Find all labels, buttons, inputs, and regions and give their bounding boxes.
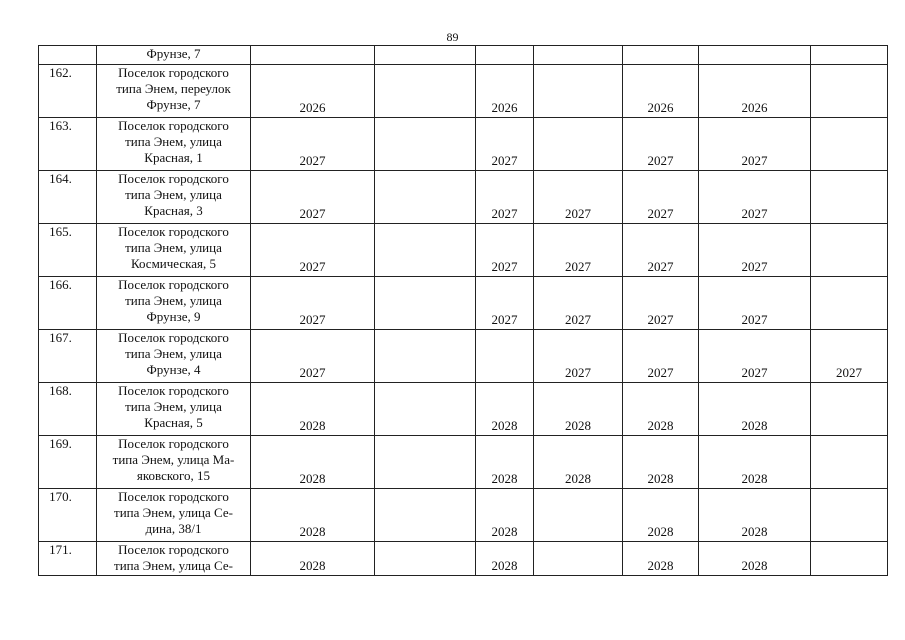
row-number: 164. [49,171,72,186]
year-cell-c7 [811,277,888,330]
row-number-cell [39,542,97,576]
address-line: Фрунзе, 4 [146,362,201,377]
year-value: 2028 [491,558,518,573]
year-cell-c3 [476,330,534,383]
year-value: 2028 [647,471,674,486]
address-cell [97,542,251,576]
year-cell-c7 [811,65,888,118]
row-number: 170. [49,489,72,504]
address-cell [97,330,251,383]
year-value: 2027 [565,206,591,221]
row-number: 166. [49,277,72,292]
table-row [39,542,888,576]
year-cell-c6 [699,542,811,576]
year-cell-c1 [251,277,375,330]
year-cell-c7 [811,330,888,383]
address-line: типа Энем, улица [125,240,222,255]
year-value: 2027 [741,312,768,327]
year-cell-c5 [623,65,699,118]
continuation-cell [534,46,623,65]
year-value: 2027 [491,312,518,327]
year-cell-c4 [534,277,623,330]
year-value: 2027 [741,365,768,380]
year-cell-c1 [251,383,375,436]
continuation-row [39,46,888,65]
table-row [39,383,888,436]
continuation-cell [699,46,811,65]
year-cell-c5 [623,542,699,576]
year-value: 2026 [647,100,674,115]
year-cell-c7 [811,436,888,489]
continuation-cell [623,46,699,65]
year-cell-c2 [375,383,476,436]
year-cell-c3 [476,542,534,576]
row-number: 167. [49,330,72,345]
year-cell-c4 [534,330,623,383]
year-value: 2027 [565,312,591,327]
address-line: Поселок городского [118,277,229,292]
year-value: 2027 [491,153,518,168]
year-cell-c4 [534,171,623,224]
year-value: 2027 [741,206,768,221]
year-value: 2027 [836,365,862,380]
address-line: Космическая, 5 [130,256,217,271]
address-line: Поселок городского [118,383,229,398]
address-line: Поселок городского [118,171,229,186]
year-value: 2026 [741,100,768,115]
address-line: типа Энем, улица Ма- [112,452,235,467]
address-cell [97,436,251,489]
year-cell-c4 [534,542,623,576]
table-body [39,46,888,576]
year-cell-c1 [251,171,375,224]
continuation-cell [251,46,375,65]
continuation-address: Фрунзе, 7 [146,46,201,61]
year-cell-c5 [623,277,699,330]
address-line: Поселок городского [118,65,229,80]
row-number-cell [39,277,97,330]
year-value: 2028 [565,471,591,486]
row-number-cell [39,436,97,489]
table-row [39,224,888,277]
row-number-cell [39,65,97,118]
page-number: 89 [446,30,459,44]
year-cell-c1 [251,65,375,118]
address-line: Поселок городского [118,330,229,345]
year-cell-c3 [476,224,534,277]
year-cell-c5 [623,489,699,542]
row-number-cell [39,383,97,436]
year-cell-c5 [623,330,699,383]
year-value: 2027 [647,312,674,327]
year-value: 2027 [647,153,674,168]
address-line: Фрунзе, 9 [146,309,201,324]
address-line: дина, 38/1 [145,521,202,536]
year-value: 2027 [647,365,674,380]
year-value: 2027 [491,259,518,274]
year-cell-c4 [534,383,623,436]
year-cell-c3 [476,383,534,436]
continuation-cell [476,46,534,65]
year-cell-c1 [251,489,375,542]
year-cell-c2 [375,171,476,224]
address-line: Поселок городского [118,436,229,451]
row-number-cell [39,330,97,383]
year-cell-c2 [375,330,476,383]
year-cell-c4 [534,436,623,489]
table-row [39,277,888,330]
year-cell-c6 [699,436,811,489]
address-cell [97,383,251,436]
row-number: 165. [49,224,72,239]
year-value: 2027 [299,312,326,327]
address-cell [97,65,251,118]
year-value: 2028 [491,524,518,539]
address-cell [97,277,251,330]
year-cell-c7 [811,489,888,542]
address-cell [97,489,251,542]
year-value: 2026 [299,100,326,115]
row-number: 169. [49,436,72,451]
year-cell-c6 [699,330,811,383]
year-cell-c2 [375,489,476,542]
year-cell-c4 [534,65,623,118]
year-cell-c6 [699,65,811,118]
year-cell-c7 [811,542,888,576]
address-line: Красная, 5 [144,415,203,430]
row-number-cell [39,489,97,542]
year-cell-c5 [623,383,699,436]
year-cell-c1 [251,542,375,576]
table-row [39,171,888,224]
year-cell-c3 [476,118,534,171]
year-value: 2028 [299,418,326,433]
year-cell-c2 [375,436,476,489]
year-value: 2027 [299,153,326,168]
address-line: типа Энем, переулок [116,81,231,96]
year-cell-c1 [251,224,375,277]
address-line: Красная, 1 [144,150,203,165]
year-value: 2027 [565,365,591,380]
year-cell-c6 [699,383,811,436]
year-value: 2027 [299,206,326,221]
table-row [39,489,888,542]
address-cell [97,224,251,277]
year-value: 2026 [491,100,518,115]
year-cell-c3 [476,65,534,118]
address-line: яковского, 15 [136,468,211,483]
year-value: 2028 [299,471,326,486]
year-value: 2028 [741,471,768,486]
year-cell-c2 [375,118,476,171]
year-cell-c7 [811,171,888,224]
year-value: 2027 [299,259,326,274]
year-value: 2028 [741,558,768,573]
continuation-num-cell [39,46,97,65]
year-cell-c2 [375,224,476,277]
row-number-cell [39,224,97,277]
address-cell [97,171,251,224]
address-line: типа Энем, улица [125,346,222,361]
year-cell-c4 [534,224,623,277]
year-cell-c5 [623,118,699,171]
address-line: Поселок городского [118,118,229,133]
table-row [39,118,888,171]
year-value: 2028 [491,418,518,433]
row-number-cell [39,118,97,171]
continuation-cell [375,46,476,65]
year-cell-c5 [623,436,699,489]
year-cell-c5 [623,224,699,277]
year-cell-c1 [251,330,375,383]
year-value: 2028 [491,471,518,486]
address-line: типа Энем, улица [125,134,222,149]
year-value: 2028 [741,524,768,539]
year-cell-c6 [699,171,811,224]
year-cell-c6 [699,224,811,277]
schedule-table [38,45,888,576]
year-value: 2027 [299,365,326,380]
year-cell-c7 [811,224,888,277]
year-value: 2027 [647,259,674,274]
year-cell-c5 [623,171,699,224]
row-number-cell [39,171,97,224]
year-value: 2027 [741,259,768,274]
year-value: 2027 [647,206,674,221]
year-cell-c2 [375,277,476,330]
continuation-address-cell [97,46,251,65]
year-value: 2028 [647,558,674,573]
address-line: Поселок городского [118,489,229,504]
year-cell-c7 [811,383,888,436]
row-number: 162. [49,65,72,80]
table-row [39,436,888,489]
continuation-cell [811,46,888,65]
year-value: 2028 [565,418,591,433]
address-line: типа Энем, улица [125,399,222,414]
address-line: типа Энем, улица [125,293,222,308]
year-value: 2027 [565,259,591,274]
address-line: типа Энем, улица Се- [114,558,233,573]
year-cell-c3 [476,489,534,542]
address-line: Фрунзе, 7 [146,97,201,112]
year-cell-c3 [476,436,534,489]
year-cell-c2 [375,65,476,118]
year-cell-c4 [534,489,623,542]
year-value: 2028 [741,418,768,433]
year-cell-c3 [476,277,534,330]
year-value: 2028 [299,558,326,573]
address-line: типа Энем, улица [125,187,222,202]
row-number: 171. [49,542,72,557]
year-cell-c4 [534,118,623,171]
year-cell-c6 [699,118,811,171]
address-line: Поселок городского [118,542,229,557]
row-number: 168. [49,383,72,398]
address-line: Красная, 3 [144,203,203,218]
year-value: 2027 [491,206,518,221]
year-value: 2027 [741,153,768,168]
year-cell-c6 [699,489,811,542]
year-cell-c2 [375,542,476,576]
year-cell-c1 [251,118,375,171]
year-cell-c3 [476,171,534,224]
address-line: Поселок городского [118,224,229,239]
year-cell-c6 [699,277,811,330]
year-cell-c7 [811,118,888,171]
table-row [39,65,888,118]
address-cell [97,118,251,171]
address-line: типа Энем, улица Се- [114,505,233,520]
year-value: 2028 [647,524,674,539]
row-number: 163. [49,118,72,133]
year-value: 2028 [647,418,674,433]
year-cell-c1 [251,436,375,489]
year-value: 2028 [299,524,326,539]
table-row [39,330,888,383]
